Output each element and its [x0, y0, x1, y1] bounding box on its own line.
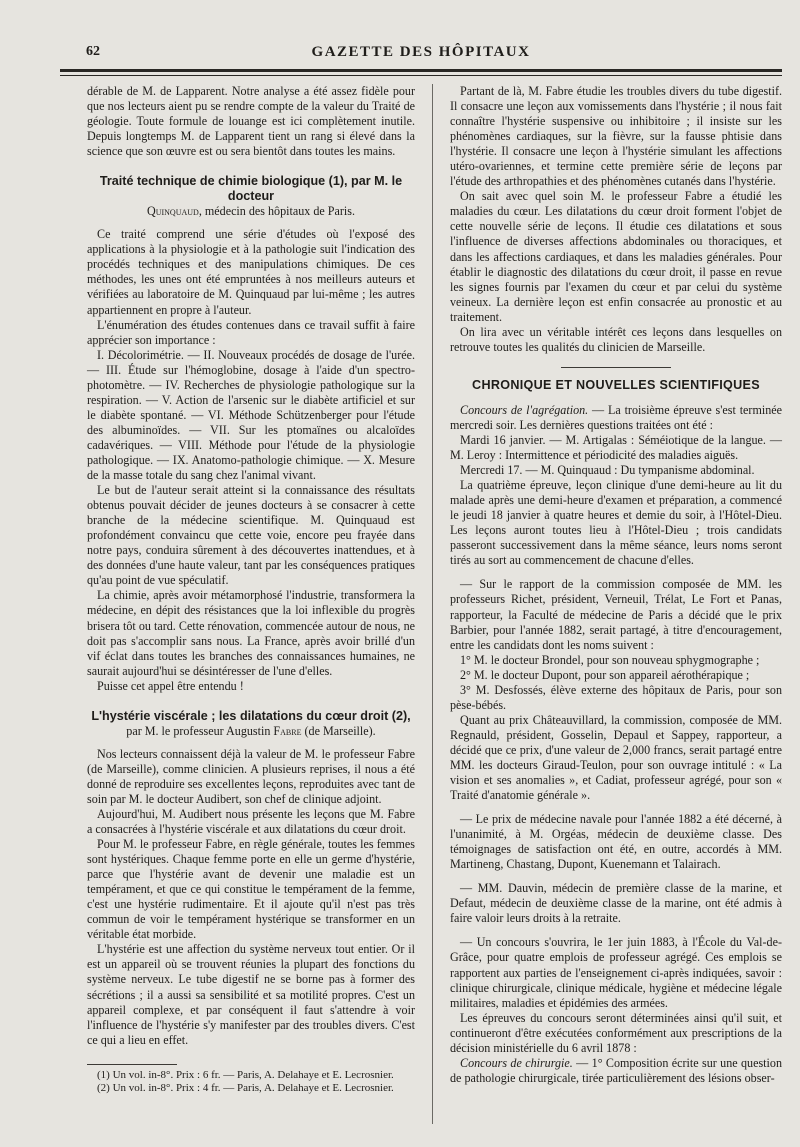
paragraph-text: — La troisième épreuve s'est terminée mercredi soir. Les dernières questions traitées ont été :: [450, 402, 782, 432]
section-title: CHRONIQUE ET NOUVELLES SCIENTIFIQUES: [472, 377, 760, 392]
article-title-text: L'hystérie viscérale ; les dilatations du cœur droit (2),: [91, 708, 411, 723]
page-header: [60, 44, 782, 66]
paragraph: La quatrième épreuve, leçon clinique d'une demi-heure au lit du malade après une demi-heure d'examen et préparation, a commencé le jeudi 18 janvier à quatre heures et demie du soir, à l'Hôtel-Dieu. Les leçons auront toutes lieu à l'Hôtel-Dieu ; trois candidats passeront successivement dans la même séance, leurs noms seront tirés au sort au commencement de chacune d'elles.: [450, 478, 782, 568]
column-divider: [432, 84, 433, 1124]
run-in-heading: Concours de l'agrégation.: [460, 402, 589, 417]
list-item: 2° M. le docteur Dupont, pour son appareil aérothérapique ;: [460, 667, 750, 682]
run-in-heading: Concours de chirurgie.: [460, 1055, 573, 1070]
paragraph: [450, 403, 782, 433]
footnote-rule: [87, 1064, 177, 1065]
journal-title: GAZETTE DES HÔPITAUX: [311, 44, 531, 60]
paragraph: L'énumération des études contenues dans ce travail suffit à faire apprécier son importance :: [87, 317, 415, 347]
list-item: 3° M. Desfossés, élève externe des hôpitaux de Paris, pour son pèse-bébés.: [450, 682, 782, 712]
paragraph: Puisse cet appel être entendu !: [97, 678, 244, 693]
article-title-text: Traité technique de chimie biologique (1), par M. le docteur: [99, 174, 403, 204]
article-byline: [87, 724, 415, 739]
paragraph: Le but de l'auteur serait atteint si la connaissance des résultats obtenus pouvait décider de jeunes docteurs à se consacrer à cette branche de la médecine scientifique. M. Quinquaud est profondément convaincu que cette voie, encore peu frayée dans notre pays, conduira sûrement à des découvertes inattendues, et à des données d'une haute valeur, tant par les conséquences pratiques qu'au point de vue spéculatif.: [87, 483, 415, 588]
left-column: [87, 84, 415, 1124]
article-title: [87, 174, 415, 204]
header-rule-thin: [60, 75, 782, 76]
paragraph-text: — 1° Composition écrite sur une question de pathologie chirurgicale, tirée particulièrement des lésions obser-: [450, 1055, 782, 1085]
footnote: (1) Un vol. in-8°. Prix : 6 fr. — Paris, A. Delahaye et E. Lecrosnier.: [97, 1068, 394, 1081]
author-name: Fabre: [273, 723, 302, 738]
paragraph: — Un concours s'ouvrira, le 1er juin 1883, à l'École du Val-de-Grâce, pour quatre emplois de professeur agrégé. Ces emplois se rapportent aux parties de l'enseignement ci-après indiquées, savoir : clinique chirurgicale, clinique médicale, hygiène et médecine légale militaires, maladies et épidémies des armées.: [450, 935, 782, 1010]
paragraph: La chimie, après avoir métamorphosé l'industrie, transformera la médecine, en dépit des résistances que la loi inflexible du progrès brisera tôt ou tard. Cette rénovation, commencée autour de nous, ne doit pas s'accomplir sans nous. La France, après avoir brillé d'un vif éclat dans toutes les branches des connaissances humaines, ne saurait aujourd'hui se désintéresser de l'une d'elles.: [87, 588, 415, 678]
byline-text: par M. le professeur Augustin: [126, 723, 274, 738]
paragraph: On lira avec un véritable intérêt ces leçons dans lesquelles on retrouve toutes les qualités du clinicien de Marseille.: [450, 324, 782, 354]
footnote: (2) Un vol. in-8°. Prix : 4 fr. — Paris, A. Delahaye et E. Lecrosnier.: [97, 1082, 394, 1095]
paragraph: — Sur le rapport de la commission composée de MM. les professeurs Richet, président, Verneuil, Trélat, Le Fort et Panas, rapporteur, la Faculté de médecine de Paris a décidé que le prix Barbier, pour l'année 1882, serait partagé, à titre d'encouragement, entre les candidats dont les noms suivent :: [450, 577, 782, 652]
paragraph: Les épreuves du concours seront déterminées ainsi qu'il suit, et continueront d'être exécutées conformément aux prescriptions de la décision ministérielle du 6 avril 1878 :: [450, 1010, 782, 1055]
right-column: [450, 84, 782, 1124]
list-item: 1° M. le docteur Brondel, pour son nouveau sphygmographe ;: [460, 652, 760, 667]
section-rule: [561, 367, 671, 368]
paragraph: Mercredi 17. — M. Quinquaud : Du tympanisme abdominal.: [460, 463, 755, 478]
paragraph: Pour M. le professeur Fabre, en règle générale, toutes les femmes sont hystériques. Chaque femme porte en elle un germe d'hystérie, parce que l'hystérie avant de devenir une maladie est un tempérament, et que ce qui constitue le tempérament de la femme, c'est une hystérie rudimentaire. Et il ajoute qu'il n'est pas très commun de voir le tempérament hystérique se transformer en un véritable état morbide.: [87, 837, 415, 942]
author-name: Quinquaud: [146, 204, 199, 219]
header-rule-thick: [60, 69, 782, 72]
paragraph: [450, 1056, 782, 1086]
paragraph: Ce traité comprend une série d'études où l'exposé des applications à la physiologie et à la pathologie suit l'indication des procédés techniques et des manipulations chimiques. De ces méthodes, les unes ont été empruntées à nos meilleurs auteurs et vérifiées au laboratoire de M. Quinquaud par lui-même ; les autres appartiennent en propre à l'auteur.: [87, 227, 415, 317]
byline-text: , médecin des hôpitaux de Paris.: [198, 204, 356, 219]
page-number: 62: [86, 44, 100, 59]
paragraph: Aujourd'hui, M. Audibert nous présente les leçons que M. Fabre a consacrées à l'hystérie viscérale et aux dilatations du cœur droit.: [87, 806, 415, 837]
paragraph: L'hystérie est une affection du système nerveux tout entier. Or il est un appareil où se trouvent réunies la plupart des fonctions du système nerveux. Le tube digestif ne se borne pas à former des sécrétions ; il a aussi sa sensibilité et sa motilité propres. C'est un appareil complexe, et par conséquent il faut s'attendre à voir l'influence de l'hystérie s'y manifester par des troubles divers. C'est ce qui a lieu en effet.: [87, 942, 415, 1047]
paragraph: Partant de là, M. Fabre étudie les troubles divers du tube digestif. Il consacre une leçon aux vomissements dans l'hystérie ; il nous fait connaître l'hystérie suspensive ou inhibitoire ; il insiste sur les phénomènes cardiaques, sur la fièvre, sur la fausse phtisie dans l'hystérie. Il consacre une leçon à l'hystérie simulant les affections utéro-ovariennes, et termine cette première série de leçons par l'étude des arthropathies et des phénomènes cutanés dans l'hystérie.: [450, 84, 782, 189]
paragraph: dérable de M. de Lapparent. Notre analyse a été assez fidèle pour que nos lecteurs aient pu se rendre compte de la valeur du Traité de géologie. Toute formule de louange est ici complètement inutile. Depuis longtemps M. de Lapparent tient un rang si élevé dans la science que son œuvre est ou sera bientôt dans toutes les mains.: [87, 84, 415, 159]
paragraph: Nos lecteurs connaissent déjà la valeur de M. le professeur Fabre (de Marseille), comme clinicien. A plusieurs reprises, il nous a été donné de reproduire ses excellentes leçons, reproduites avec tant de soin par M. le docteur Audibert, son chef de clinique adjoint.: [87, 746, 415, 806]
paragraph: Mardi 16 janvier. — M. Artigalas : Séméiotique de la langue. — M. Leroy : Intermittence et périodicité des maladies aiguës.: [450, 432, 782, 463]
paragraph: On sait avec quel soin M. le professeur Fabre a étudié les maladies du cœur. Les dilatations du cœur droit forment l'objet de cette nouvelle série de leçons. Il étudie ces dilatations et sous l'influence de diverses affections abdominales ou thoraciques, et dans les affections cardiaques, et dans les maladies générales. Pour établir le diagnostic des dilatations du cœur droit, il passe en revue les signes fournis par l'examen du cœur et par celui du système veineux. La dernière leçon est enfin consacrée au pronostic et au traitement.: [450, 189, 782, 324]
paragraph: I. Décolorimétrie. — II. Nouveaux procédés de dosage de l'urée. — III. Étude sur l'hémoglobine, dosage à l'aide d'un spectro-photomètre. — IV. Recherches de physiologie pathologique sur la respiration. — V. Action de l'arsenic sur le diabète artificiel et sur le diabète spontané. — VI. Méthode Schützenberger pour l'étude des albuminoïdes. — VII. Sur les ptomaïnes ou alcaloïdes cadavériques. — VIII. Méthode pour l'étude de la physiologie pathologique. — IX. Anatomo-pathologie chimique. — X. Mesure de la masse totale du sang chez l'animal vivant.: [87, 347, 415, 483]
paragraph: Quant au prix Châteauvillard, la commission, composée de MM. Regnauld, président, Gosselin, Depaul et Sappey, rapporteur, a décidé que ce prix, d'une valeur de 2,000 francs, serait partagé entre MM. les docteurs Giraud-Teulon, pour son ouvrage intitulé : « La vision et ses anomalies », et Cadiat, professeur agrégé, pour son « Traité d'anatomie générale ».: [450, 712, 782, 803]
article-title: [87, 709, 415, 724]
byline-text: (de Marseille).: [301, 723, 376, 738]
paragraph: — MM. Dauvin, médecin de première classe de la marine, et Defaut, médecin de deuxième classe de la marine, ont été admis à faire valoir leurs droits à la retraite.: [450, 881, 782, 926]
article-byline: [87, 204, 415, 219]
paragraph: — Le prix de médecine navale pour l'année 1882 a été décerné, à l'unanimité, à M. Orgéas, médecin de deuxième classe. Des témoignages de satisfaction ont été, en outre, accordés à MM. Martineng, Chastang, Dupont, Kuenemann et Talairach.: [450, 812, 782, 872]
